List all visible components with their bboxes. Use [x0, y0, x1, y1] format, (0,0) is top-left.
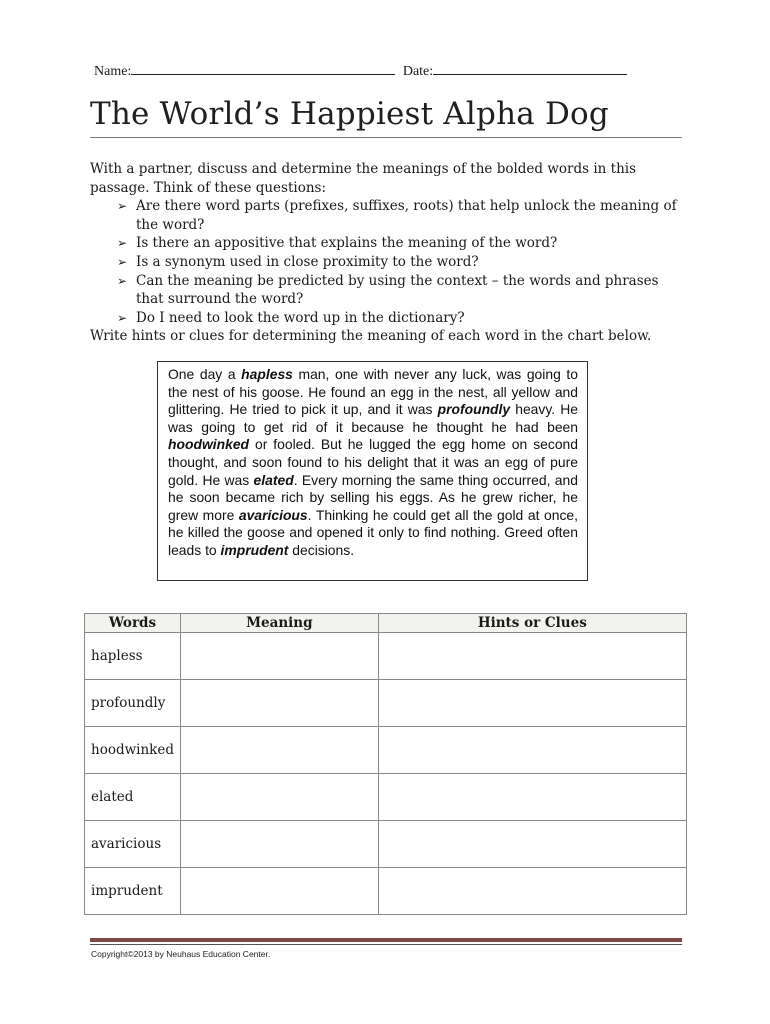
bold-word-hapless: hapless — [241, 366, 293, 382]
word-cell: hoodwinked — [85, 727, 181, 774]
hints-cell[interactable] — [378, 633, 686, 680]
table-row — [85, 727, 687, 774]
table-row — [85, 774, 687, 821]
question-item: ➢ Is there an appositive that explains the meaning of the word? — [117, 235, 558, 252]
hints-cell[interactable] — [378, 727, 686, 774]
bold-word-avaricious: avaricious — [238, 506, 308, 523]
footer-divider-thick — [90, 938, 682, 942]
question-item: ➢ Is a synonym used in close proximity to the word? — [117, 253, 479, 270]
column-header-words: Words — [85, 614, 181, 633]
word-cell: profoundly — [85, 680, 181, 727]
table-row — [85, 633, 687, 680]
meaning-cell[interactable] — [180, 727, 378, 774]
title-divider — [90, 137, 682, 138]
table-header-row — [85, 614, 687, 633]
arrow-bullet-icon: ➢ — [117, 310, 128, 325]
instructions-closing: Write hints or clues for determining the meaning of each word in the chart below. — [90, 328, 652, 345]
hints-cell[interactable] — [378, 868, 686, 915]
word-cell: elated — [85, 774, 181, 821]
meaning-cell[interactable] — [180, 821, 378, 868]
question-item: ➢ Are there word parts (prefixes, suffixes, roots) that help unlock the meaning of the word? — [117, 198, 677, 233]
vocabulary-table — [84, 613, 687, 915]
date-field[interactable] — [433, 62, 627, 75]
bold-word-elated: elated — [253, 471, 294, 488]
arrow-bullet-icon: ➢ — [117, 273, 128, 288]
footer-divider-thin — [90, 944, 682, 945]
page-title: The World’s Happiest Alpha Dog — [90, 96, 609, 132]
name-field[interactable] — [131, 62, 395, 75]
story-passage: One day a hapless man, one with never any luck, was going to the nest of his goose. He found an egg in the nest, all yellow and glittering. He tried to pick it up, and it was profoundly heavy. He was going to get rid of it because he thought he had been hoodwinked or fooled. But he lugged the egg home on second thought, and soon found to his delight that it was an egg of pure gold. He was elated. Every morning the same thing occurred, and he soon became rich by selling his eggs. As he grew richer, he grew more avaricious. Thinking he could get all the gold at once, he killed the goose and opened it only to find nothing. Greed often leads to imprudent decisions. — [157, 361, 588, 581]
question-item: ➢ Can the meaning be predicted by using the context – the words and phrases that surround the word? — [117, 272, 659, 308]
word-cell: hapless — [85, 633, 181, 680]
question-list — [90, 197, 680, 327]
word-cell: imprudent — [85, 868, 181, 915]
hints-cell[interactable] — [378, 821, 686, 868]
arrow-bullet-icon: ➢ — [117, 236, 128, 251]
meaning-cell[interactable] — [180, 680, 378, 727]
instructions — [90, 160, 680, 346]
hints-cell[interactable] — [378, 680, 686, 727]
table-row — [85, 821, 687, 868]
date-label: Date: — [402, 64, 434, 79]
arrow-bullet-icon: ➢ — [117, 199, 128, 214]
bold-word-imprudent: imprudent — [220, 541, 289, 558]
table-row — [85, 680, 687, 727]
hints-cell[interactable] — [378, 774, 686, 821]
bold-word-profoundly: profoundly — [437, 401, 511, 418]
question-item: ➢ Do I need to look the word up in the dictionary? — [117, 309, 465, 326]
copyright-footer: Copyright©2013 by Neuhaus Education Center. — [91, 949, 271, 959]
name-date-line — [94, 62, 627, 80]
name-label: Name: — [94, 64, 132, 79]
bold-word-hoodwinked: hoodwinked — [168, 436, 250, 453]
arrow-bullet-icon: ➢ — [117, 254, 128, 269]
meaning-cell[interactable] — [180, 633, 378, 680]
column-header-hints: Hints or Clues — [378, 614, 686, 633]
word-cell: avaricious — [85, 821, 181, 868]
instructions-lead: With a partner, discuss and determine the meanings of the bolded words in this passage. Think of these questions: — [90, 161, 637, 196]
meaning-cell[interactable] — [180, 868, 378, 915]
table-row — [85, 868, 687, 915]
meaning-cell[interactable] — [180, 774, 378, 821]
column-header-meaning: Meaning — [180, 614, 378, 633]
